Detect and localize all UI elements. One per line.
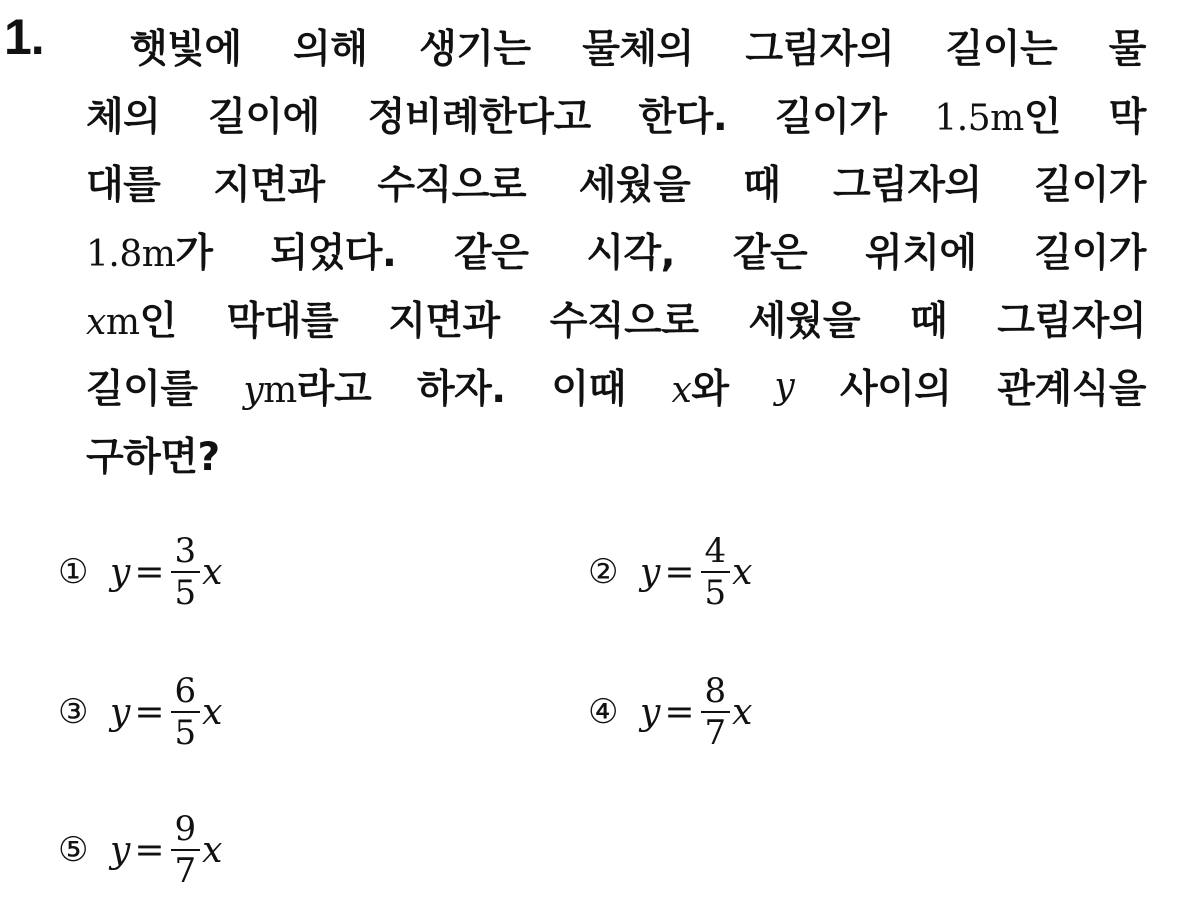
lhs-variable: y xyxy=(640,691,661,733)
stem-word: 생기는 xyxy=(419,27,531,72)
y-variable: y xyxy=(243,370,264,411)
stem-word: 같은 xyxy=(732,231,808,276)
stem-word: 세웠을 xyxy=(578,163,691,208)
stem-word: 위치에 xyxy=(865,231,977,276)
stem-word: 물 xyxy=(1108,27,1146,72)
choice-equation xyxy=(110,809,222,891)
stem-word: 그림자의 xyxy=(997,299,1146,344)
length-1 xyxy=(934,86,1061,142)
stem-word: 때 xyxy=(910,299,948,344)
stem-line-1 xyxy=(86,12,1146,80)
x-variable: x xyxy=(86,302,106,343)
stem-word: 지면과 xyxy=(388,299,500,344)
fraction xyxy=(171,809,201,891)
stem-word: 길이가 xyxy=(1034,231,1146,276)
fraction xyxy=(701,671,731,753)
stem-word: 하자. xyxy=(416,367,506,412)
stem-word: 세웠을 xyxy=(748,299,860,344)
stem-word: 정비례한다고 xyxy=(367,95,591,140)
stem-word: 지면과 xyxy=(213,163,325,208)
denominator: 5 xyxy=(174,713,197,753)
question-number: 1. xyxy=(4,9,44,65)
stem-word: 와 xyxy=(691,367,729,412)
rhs-variable: x xyxy=(732,691,753,733)
choice-equation xyxy=(110,531,222,613)
rhs-variable: x xyxy=(202,829,223,871)
stem-word: 수직으로 xyxy=(377,163,527,208)
stem-word: 길이가 xyxy=(1034,163,1146,208)
numerator: 4 xyxy=(704,531,727,571)
length-1-unit: m xyxy=(990,98,1024,139)
stem-line-4 xyxy=(86,216,1146,284)
choice-5[interactable] xyxy=(58,800,222,900)
stem-word: 사이의 xyxy=(839,367,952,412)
y-unit: m xyxy=(263,370,297,411)
numerator: 3 xyxy=(174,531,197,571)
stem-word: 막 xyxy=(1108,95,1146,140)
stem-word: 그림자의 xyxy=(745,27,895,72)
length-1-value: 1.5 xyxy=(934,98,991,139)
x-word xyxy=(672,358,729,414)
stem-word: 길이가 xyxy=(774,95,887,140)
stem-word: 가 xyxy=(175,231,213,276)
stem-word: 시각, xyxy=(586,231,675,276)
choice-marker: ② xyxy=(588,552,619,592)
stem-word: 구하면? xyxy=(86,435,220,480)
numerator: 8 xyxy=(704,671,727,711)
stem-word: 햇빛에 xyxy=(130,27,242,72)
rhs-variable: x xyxy=(202,691,223,733)
numerator: 6 xyxy=(174,671,197,711)
lhs-variable: y xyxy=(110,829,131,871)
length-2-unit: m xyxy=(141,234,176,275)
stem-word: 체의 xyxy=(86,95,161,140)
length-y xyxy=(243,358,371,414)
choice-equation xyxy=(640,671,752,753)
stem-word: 길이에 xyxy=(208,95,320,140)
stem-word: 라고 xyxy=(296,367,372,412)
rhs-variable: x xyxy=(732,551,753,593)
stem-word: 수직으로 xyxy=(549,299,699,344)
lhs-variable: y xyxy=(110,691,131,733)
fraction xyxy=(701,531,731,613)
denominator: 5 xyxy=(704,573,727,613)
choice-marker: ① xyxy=(58,552,89,592)
stem-line-3 xyxy=(86,148,1146,216)
equals-sign: = xyxy=(664,691,695,733)
fraction xyxy=(171,671,201,753)
length-2-value: 1.8 xyxy=(86,234,142,275)
equals-sign: = xyxy=(134,691,165,733)
length-x xyxy=(86,290,177,346)
choice-4[interactable] xyxy=(588,662,752,762)
length-2 xyxy=(86,222,213,278)
stem-line-6 xyxy=(86,352,1146,420)
stem-word: 때 xyxy=(743,163,781,208)
choice-equation xyxy=(640,531,752,613)
equals-sign: = xyxy=(134,829,165,871)
stem-word: 대를 xyxy=(86,163,161,208)
stem-word: 한다. xyxy=(638,95,728,140)
stem-word: 인 xyxy=(139,299,177,344)
fraction xyxy=(171,531,201,613)
equals-sign: = xyxy=(664,551,695,593)
stem-word: 의해 xyxy=(293,27,368,72)
choice-equation xyxy=(110,671,222,753)
stem-line-5 xyxy=(86,284,1146,352)
choice-1[interactable] xyxy=(58,522,222,622)
x-unit: m xyxy=(105,302,140,343)
stem-line-2 xyxy=(86,80,1146,148)
choice-2[interactable] xyxy=(588,522,752,622)
stem-word: 이때 xyxy=(551,367,626,412)
lhs-variable: y xyxy=(640,551,661,593)
stem-word: 길이를 xyxy=(86,367,198,412)
x-variable: x xyxy=(671,370,692,411)
choice-marker: ③ xyxy=(58,692,89,732)
stem-line-7 xyxy=(86,420,1146,488)
stem-word: 되었다. xyxy=(270,231,397,276)
stem-word: 막대를 xyxy=(226,299,339,344)
stem-word: 관계식을 xyxy=(997,367,1146,412)
question-stem xyxy=(86,12,1146,488)
choice-marker: ⑤ xyxy=(58,830,89,870)
numerator: 9 xyxy=(174,809,197,849)
stem-word: 인 xyxy=(1023,95,1061,140)
stem-word: 같은 xyxy=(454,231,529,276)
stem-word: 길이는 xyxy=(945,27,1058,72)
denominator: 5 xyxy=(174,573,197,613)
denominator: 7 xyxy=(704,713,727,753)
choice-marker: ④ xyxy=(588,692,619,732)
choice-3[interactable] xyxy=(58,662,222,762)
stem-word: 물체의 xyxy=(582,27,694,72)
y-variable: y xyxy=(774,365,795,407)
equals-sign: = xyxy=(134,551,165,593)
stem-word: 그림자의 xyxy=(832,163,982,208)
lhs-variable: y xyxy=(110,551,131,593)
rhs-variable: x xyxy=(202,551,223,593)
denominator: 7 xyxy=(174,851,197,891)
